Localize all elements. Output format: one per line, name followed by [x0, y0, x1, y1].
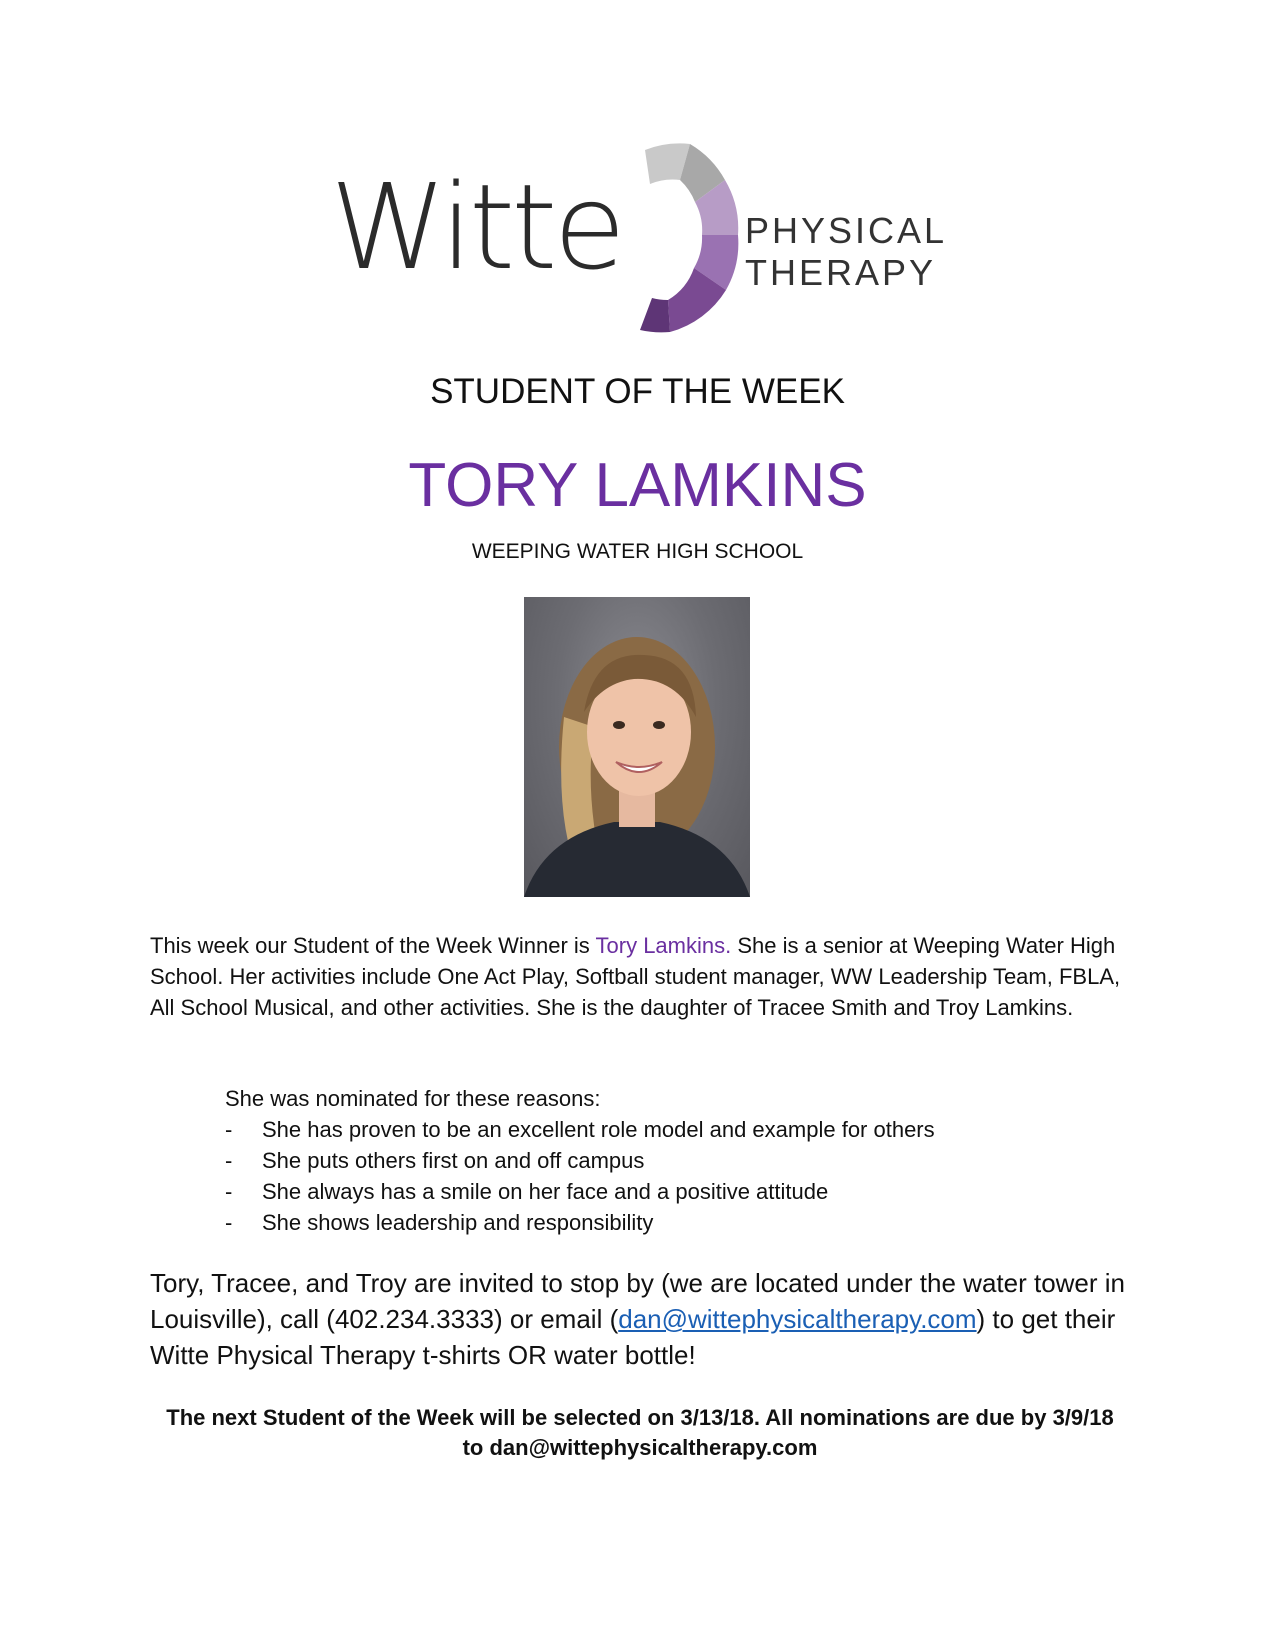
school-name: WEEPING WATER HIGH SCHOOL — [471, 540, 804, 563]
bio-text-part1: This week our Student of the Week Winner is — [150, 933, 596, 958]
invite-part2: ) to get their Witte Physical Therapy t-shirts OR water bottle! — [150, 1304, 1116, 1370]
logo-sub-line1: PHYSICAL — [745, 210, 948, 251]
list-item: - She shows leadership and responsibility — [225, 1207, 1085, 1238]
bio-name-highlight: Tory Lamkins. — [595, 933, 732, 958]
page-heading: STUDENT OF THE WEEK — [430, 372, 845, 411]
footer-note — [140, 1403, 1140, 1463]
student-name: TORY LAMKINS — [408, 451, 867, 520]
footer-line1: The next Student of the Week will be selected on 3/13/18. All nominations are due by 3/9/18 — [166, 1405, 1114, 1430]
student-photo — [524, 597, 750, 897]
logo-sub-line2: THERAPY — [745, 252, 937, 293]
reasons-intro: She was nominated for these reasons: — [225, 1086, 601, 1111]
footer-line2: to dan@wittephysicaltherapy.com — [462, 1435, 818, 1460]
invite-part1: Tory, Tracee, and Troy are invited to stop by (we are located under the water tower in Louisville), call (402.234.3333) or email ( — [150, 1268, 1126, 1334]
bio-text-part2: She is a senior at Weeping Water High School. Her activities include One Act Play, Softball student manager, WW Leadership Team, FBLA, All School Musical, and other activities. She is the daughter of Tracee Smith and Troy Lamkins. — [150, 933, 1121, 1020]
witte-logo — [330, 140, 948, 340]
nomination-reasons — [225, 1083, 1085, 1238]
list-item: - She always has a smile on her face and a positive attitude — [225, 1176, 1085, 1207]
invitation-text — [150, 1265, 1140, 1373]
student-portrait-icon — [524, 597, 750, 897]
logo-subtitle — [745, 210, 947, 294]
list-item: - She puts others first on and off campus — [225, 1145, 1085, 1176]
email-link[interactable]: dan@wittephysicaltherapy.com — [618, 1304, 977, 1334]
logo-arc-icon — [630, 140, 740, 340]
reasons-list — [225, 1114, 1085, 1238]
logo-wordmark: Witte — [330, 158, 622, 296]
student-bio — [150, 930, 1130, 1023]
list-item: - She has proven to be an excellent role model and example for others — [225, 1114, 1085, 1145]
